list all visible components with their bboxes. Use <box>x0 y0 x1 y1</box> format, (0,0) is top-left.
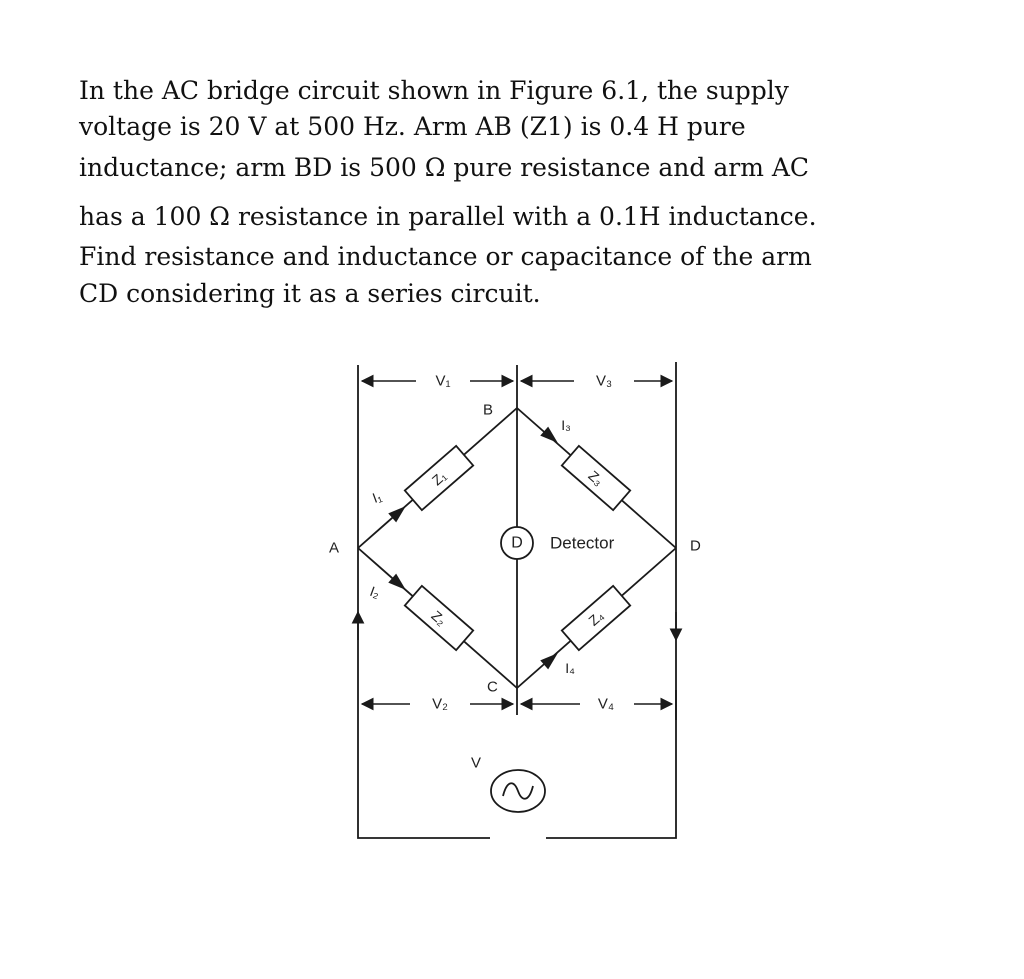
detector-symbol: D <box>511 534 523 552</box>
i3-label: I₃ <box>561 417 571 433</box>
i2-label: I₂ <box>367 582 383 602</box>
node-b-label: B <box>483 401 494 419</box>
z1-label: Z₁ <box>428 467 450 489</box>
ac-source-icon <box>491 770 545 812</box>
node-a-label: A <box>329 539 340 557</box>
v3-label: V₃ <box>595 372 613 390</box>
problem-line-2: voltage is 20 V at 500 Hz. Arm AB (Z1) is 0.4 H pure <box>79 112 746 141</box>
node-d-label: D <box>690 537 701 555</box>
z4-label: Z₄ <box>585 607 607 629</box>
problem-line-1: In the AC bridge circuit shown in Figure 6.1, the supply <box>79 76 789 105</box>
i4-label: I₄ <box>565 660 575 676</box>
v4-label: V₄ <box>597 695 615 713</box>
problem-line-4: has a 100 Ω resistance in parallel with a 0.1H inductance. <box>79 202 817 231</box>
detector-label: Detector <box>550 533 615 553</box>
z3-label: Z₃ <box>585 467 607 489</box>
v2-label: V₂ <box>432 695 448 713</box>
problem-line-5: Find resistance and inductance or capacitance of the arm <box>79 242 812 271</box>
node-c-label: C <box>487 678 498 696</box>
source-voltage-label: V <box>470 754 482 772</box>
i1-label: I₁ <box>370 488 384 506</box>
problem-line-3: inductance; arm BD is 500 Ω pure resistance and arm AC <box>79 153 810 182</box>
z2-label: Z₂ <box>428 607 450 629</box>
v1-label: V₁ <box>435 372 451 390</box>
problem-line-6: CD considering it as a series circuit. <box>79 279 541 308</box>
